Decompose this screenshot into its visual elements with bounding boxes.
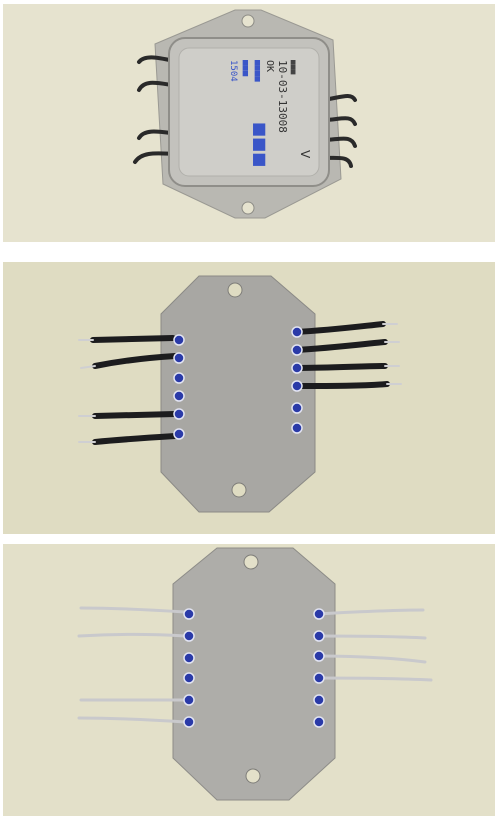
label-line-5: ■■■ [240,60,250,77]
photo-panel-bottom [3,544,495,816]
label-line-4: ■■■■ [252,60,262,82]
photo-middle-svg [3,262,495,534]
photo-panel-middle [3,262,495,534]
photo-top-svg [3,4,495,242]
photo-bottom-svg [3,544,495,816]
label-brand: ■■■ [251,122,270,168]
mounting-hole-bottom [232,483,246,497]
mounting-hole-top [244,555,258,569]
label-line-3: OK [264,60,275,73]
label-check-mark: V [298,150,312,159]
mounting-hole-bottom [246,769,260,783]
mounting-hole-bottom [242,202,254,214]
base-plate [173,548,335,800]
mounting-hole-top [228,283,242,297]
label-line-6: 1504 [228,60,238,82]
label-line-1: ■■■ [289,60,298,75]
left-bare-leads [79,608,185,722]
label-line-2: 10-03-13008 [276,60,289,133]
mounting-hole-top [242,15,254,27]
photo-panel-top [3,4,495,242]
